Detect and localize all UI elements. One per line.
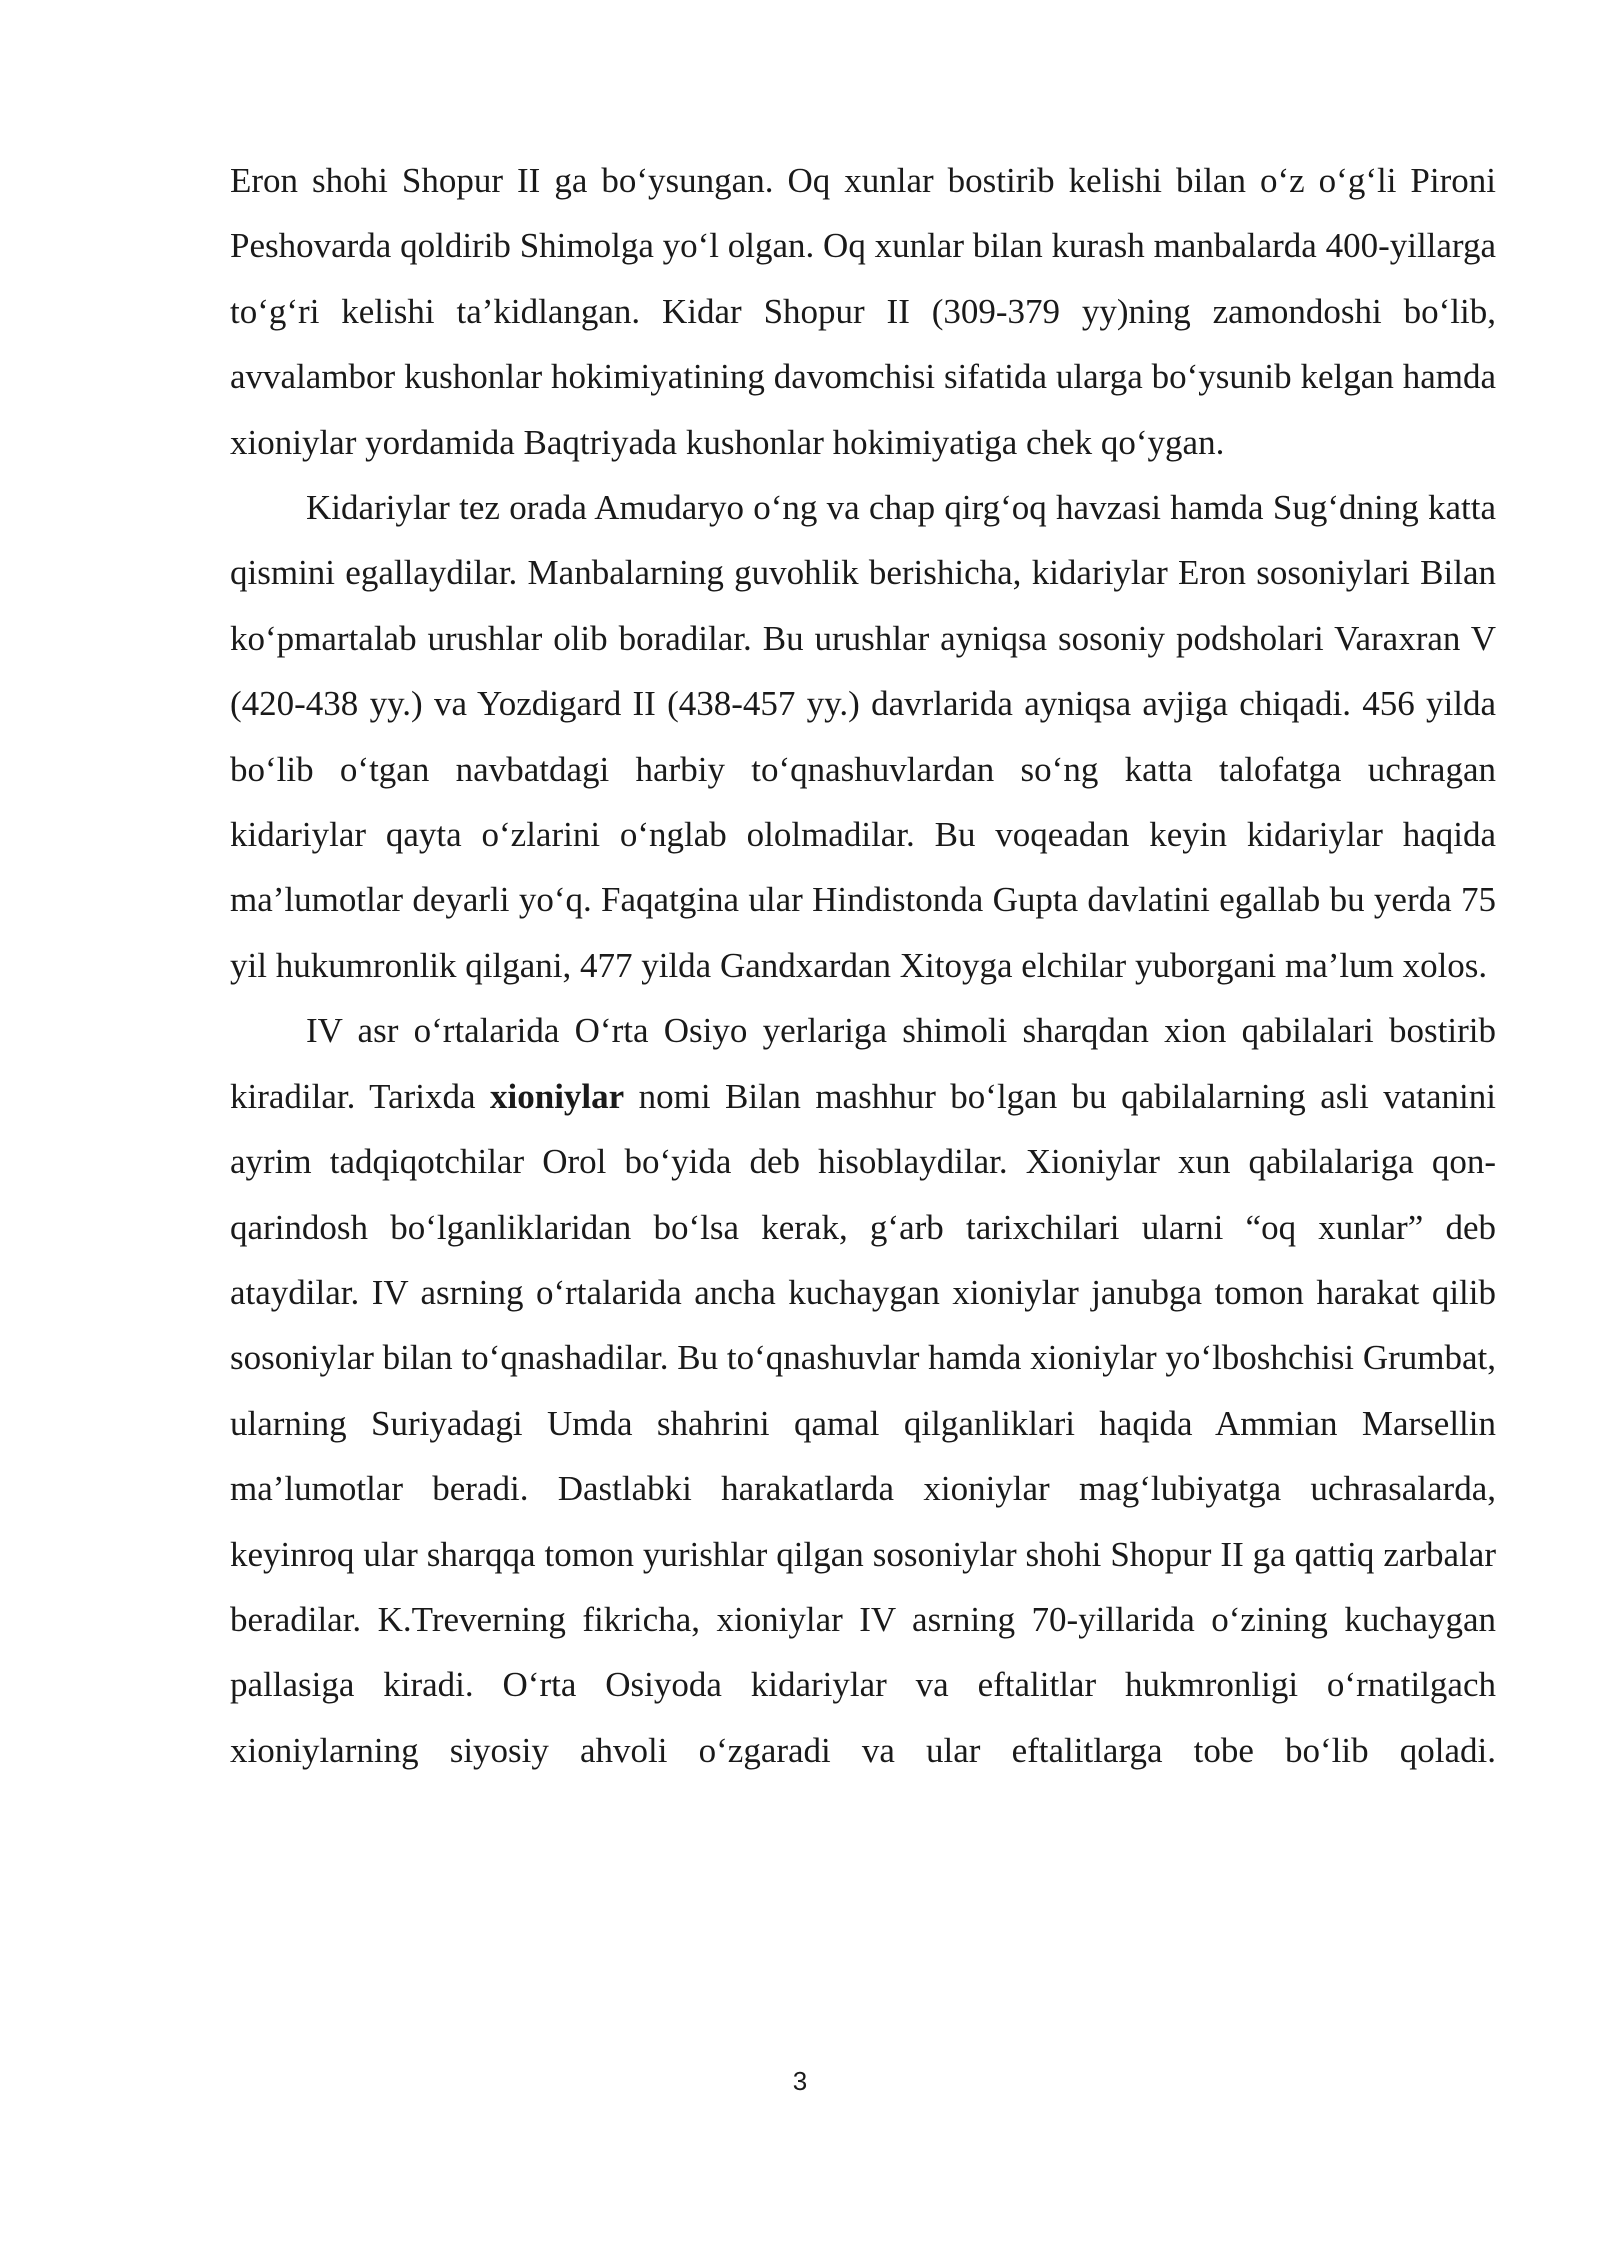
paragraph-2: Kidariylar tez orada Amudaryo o‘ng va chap qirg‘oq havzasi hamda Sug‘dning katta qismini egallaydilar. Manbalarning guvohlik berishicha, kidariylar Eron sosoniylari Bilan ko‘pmartalab urushlar olib boradilar. Bu urushlar ayniqsa sosoniy podsholari Varaxran V (420-438 yy.) va Yozdigard II (438-457 yy.) davrlarida ayniqsa avjiga chiqadi. 456 yilda bo‘lib o‘tgan navbatdagi harbiy to‘qnashuvlardan so‘ng katta talofatga uchragan kidariylar qayta o‘zlarini o‘nglab ololmadilar. Bu voqeadan keyin kidariylar haqida ma’lumotlar deyarli yo‘q. Faqatgina ular Hindistonda Gupta davlatini egallab bu yerda 75 yil hukumronlik qilgani, 477 yilda Gandxardan Xitoyga elchilar yuborgani ma’lum xolos. <box>230 488 1496 985</box>
paragraph-1: Eron shohi Shopur II ga bo‘ysungan. Oq xunlar bostirib kelishi bilan o‘z o‘g‘li Pironi Peshovarda qoldirib Shimolga yo‘l olgan. Oq xunlar bilan kurash manbalarda 400-yillarga to‘g‘ri kelishi ta’kidlangan. Kidar Shopur II (309-379 yy)ning zamondoshi bo‘lib, avvalambor kushonlar hokimiyatining davomchisi sifatida ularga bo‘ysunib kelgan hamda xioniylar yordamida Baqtriyada kushonlar hokimiyatiga chek qo‘ygan. <box>230 161 1496 462</box>
page-number: 3 <box>792 2066 808 2096</box>
paragraph-3 <box>230 998 1496 1783</box>
document-body <box>230 148 1496 1783</box>
paragraph-3-text-end: nomi Bilan mashhur bo‘lgan bu qabilalarning asli vatanini ayrim tadqiqotchilar Orol bo‘yida deb hisoblaydilar. Xioniylar xun qabilalariga qon-qarindosh bo‘lganliklaridan bo‘lsa kerak, g‘arb tarixchilari ularni “oq xunlar” deb ataydilar. IV asrning o‘rtalarida ancha kuchaygan xioniylar janubga tomon harakat qilib sosoniylar bilan to‘qnashadilar. Bu to‘qnashuvlar hamda xioniylar yo‘lboshchisi Grumbat, ularning Suriyadagi Umda shahrini qamal qilganliklari haqida Ammian Marsellin ma’lumotlar beradi. Dastlabki harakatlarda xioniylar mag‘lubiyatga uchrasalarda, keyinroq ular sharqqa tomon yurishlar qilgan sosoniylar shohi Shopur II ga qattiq zarbalar beradilar. K.Treverning fikricha, xioniylar IV asrning 70-yillarida o‘zining kuchaygan pallasiga kiradi. O‘rta Osiyoda kidariylar va eftalitlar hukmronligi o‘rnatilgach xioniylarning siyosiy ahvoli o‘zgaradi va ular eftalitlarga tobe bo‘lib qoladi. <box>230 1076 1496 1770</box>
bold-term-xioniylar: xioniylar <box>490 1076 625 1116</box>
paragraph-3-text-start: IV asr o‘rtalarida O‘rta Osiyo yerlariga shimoli sharqdan xion qabilalari bostirib kiradilar. Tarixda <box>230 1011 1496 1116</box>
